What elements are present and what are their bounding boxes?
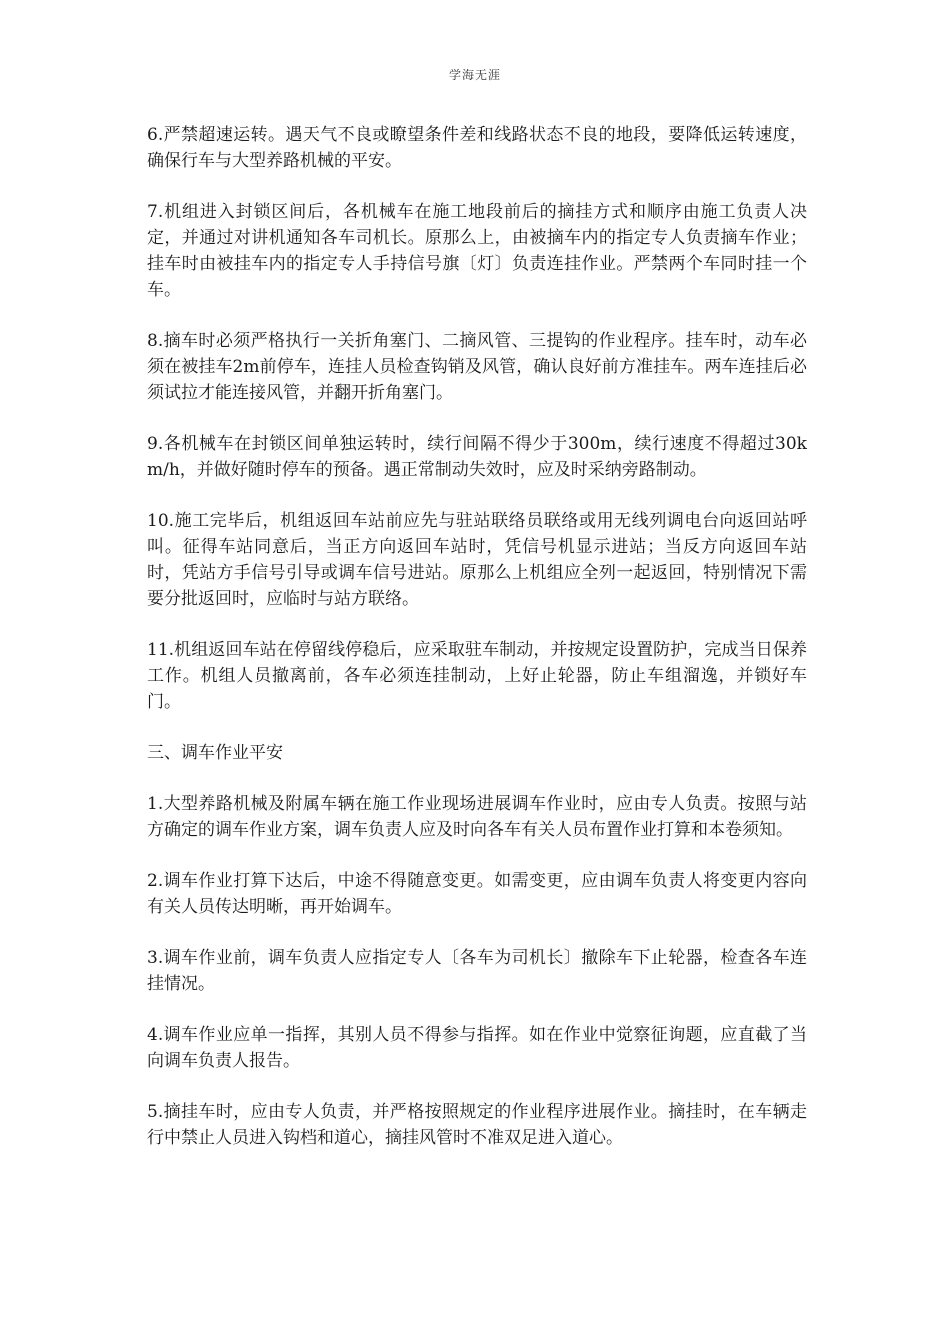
section-heading: 三、调车作业平安 (147, 743, 283, 763)
document-body (147, 122, 807, 1176)
paragraph-rule-6: 6.严禁超速运转。遇天气不良或瞭望条件差和线路状态不良的地段，要降低运转速度，确保行车与大型养路机械的平安。 (147, 125, 807, 171)
paragraph-rule-10: 10.施工完毕后，机组返回车站前应先与驻站联络员联络或用无线列调电台向返回站呼叫。征得车站同意后，当正方向返回车站时，凭信号机显示进站；当反方向返回车站时，凭站方手信号引导或调车信号进站。原那么上机组应全列一起返回，特别情况下需要分批返回时，应临时与站方联络。 (147, 511, 807, 609)
paragraph-rule-7: 7.机组进入封锁区间后，各机械车在施工地段前后的摘挂方式和顺序由施工负责人决定，并通过对讲机通知各车司机长。原那么上，由被摘车内的指定专人负责摘车作业；挂车时由被挂车内的指定专人手持信号旗〔灯〕负责连挂作业。严禁两个车同时挂一个车。 (147, 202, 807, 300)
paragraph-shunting-4: 4.调车作业应单一指挥，其别人员不得参与指挥。如在作业中觉察征询题，应直截了当向调车负责人报告。 (147, 1025, 807, 1071)
paragraph-shunting-3: 3.调车作业前，调车负责人应指定专人〔各车为司机长〕撤除车下止轮器，检查各车连挂情况。 (147, 948, 807, 994)
paragraph-rule-9: 9.各机械车在封锁区间单独运转时，续行间隔不得少于300m，续行速度不得超过30km/h，并做好随时停车的预备。遇正常制动失效时，应及时采纳旁路制动。 (147, 434, 807, 480)
page-header: 学海无涯 (448, 68, 501, 82)
paragraph-shunting-2: 2.调车作业打算下达后，中途不得随意变更。如需变更，应由调车负责人将变更内容向有关人员传达明晰，再开始调车。 (147, 871, 807, 917)
paragraph-shunting-5: 5.摘挂车时，应由专人负责，并严格按照规定的作业程序进展作业。摘挂时，在车辆走行中禁止人员进入钩档和道心，摘挂风管时不准双足进入道心。 (147, 1102, 807, 1148)
paragraph-rule-8: 8.摘车时必须严格执行一关折角塞门、二摘风管、三提钩的作业程序。挂车时，动车必须在被挂车2m前停车，连挂人员检查钩销及风管，确认良好前方准挂车。两车连挂后必须试拉才能连接风管，并翻开折角塞门。 (147, 331, 807, 403)
paragraph-shunting-1: 1.大型养路机械及附属车辆在施工作业现场进展调车作业时，应由专人负责。按照与站方确定的调车作业方案，调车负责人应及时向各车有关人员布置作业打算和本卷须知。 (147, 794, 807, 840)
paragraph-rule-11: 11.机组返回车站在停留线停稳后，应采取驻车制动，并按规定设置防护，完成当日保养工作。机组人员撤离前，各车必须连挂制动，上好止轮器，防止车组溜逸，并锁好车门。 (147, 640, 807, 712)
